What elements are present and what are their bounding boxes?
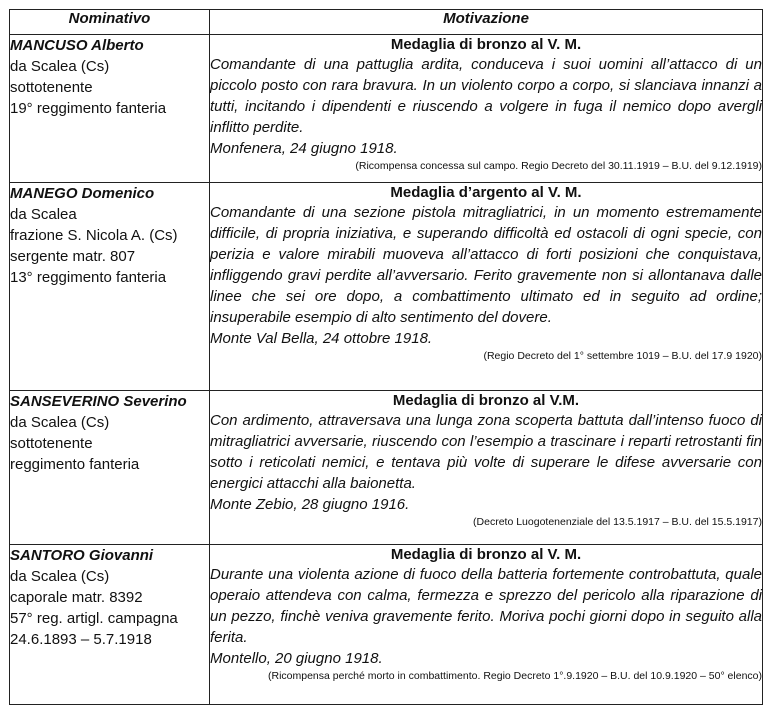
person-detail: caporale matr. 8392 [10, 589, 143, 606]
medal-title: Medaglia di bronzo al V. M. [390, 36, 582, 53]
person-detail: 13° reggimento fanteria [10, 269, 167, 286]
citation-source: (Ricompensa perché morto in combattimento. Regio Decreto 1°.9.1920 – B.U. del 10.9.1920 – 50° elenco) [267, 670, 762, 682]
citation-place-date: Monte Val Bella, 24 ottobre 1918. [210, 330, 433, 347]
person-detail: reggimento fanteria [10, 456, 140, 473]
person-detail: frazione S. Nicola A. (Cs) [10, 227, 178, 244]
person-detail: da Scalea [10, 206, 77, 223]
motivazione-cell [210, 35, 763, 183]
person-detail: sergente matr. 807 [10, 248, 136, 265]
nominativo-cell [10, 35, 210, 183]
motivazione-cell [210, 391, 763, 545]
citation-place-date: Monfenera, 24 giugno 1918. [210, 140, 398, 157]
table-row [10, 545, 763, 705]
awards-table [9, 9, 763, 705]
table-row [10, 183, 763, 391]
person-name: MANEGO Domenico [10, 185, 155, 202]
citation-place-date: Montello, 20 giugno 1918. [210, 650, 383, 667]
person-detail: 24.6.1893 – 5.7.1918 [10, 631, 152, 648]
citation-text: Comandante di una sezione pistola mitragliatrici, in un momento estremamente difficile, di propria iniziativa, e superando difficoltà ed ostacoli di ogni specie, con perizia e valore mirabili muoveva all’attacco di forti posizioni che conquistava, infliggendo gravi perdite all’avversario. Ferito gravemente non si allontanava dalle linee che sei ore dopo, a combattimento ultimato ed in seguito ad ordine; insuperabile esempio di alto sentimento del dovere. [210, 204, 762, 326]
citation-text: Con ardimento, attraversava una lunga zona scoperta battuta dall’intenso fuoco di mitragliatrici avversarie, riuscendo con l’esempio a trascinare i reparti retrostanti fin sotto i reticolati nemici, e tentava più volte di superare le difese avversarie con energici attacchi alla baionetta. [210, 412, 762, 492]
motivazione-cell [210, 545, 763, 705]
citation-text: Durante una violenta azione di fuoco della batteria fortemente controbattuta, quale operaio attendeva con calma, fermezza e sprezzo del pericolo alla riparazione di un pezzo, finchè veniva gravemente ferito. Moriva pochi giorni dopo in seguito alla ferita. [210, 566, 762, 646]
table-row [10, 391, 763, 545]
person-detail: 57° reg. artigl. campagna [10, 610, 178, 627]
nominativo-cell [10, 391, 210, 545]
motivazione-cell [210, 183, 763, 391]
citation-source: (Ricompensa concessa sul campo. Regio Decreto del 30.11.1919 – B.U. del 9.12.1919) [355, 160, 762, 172]
person-detail: 19° reggimento fanteria [10, 100, 167, 117]
medal-title: Medaglia di bronzo al V.M. [392, 392, 580, 409]
person-detail: da Scalea (Cs) [10, 414, 110, 431]
nominativo-cell [10, 183, 210, 391]
table-row [10, 35, 763, 183]
medal-title: Medaglia di bronzo al V. M. [390, 546, 582, 563]
person-name: MANCUSO Alberto [10, 37, 144, 54]
citation-source: (Decreto Luogotenenziale del 13.5.1917 – B.U. del 15.5.1917) [473, 516, 762, 528]
nominativo-cell [10, 545, 210, 705]
person-name: SANTORO Giovanni [10, 547, 154, 564]
header-motivazione: Motivazione [210, 10, 763, 35]
person-name: SANSEVERINO Severino [10, 393, 187, 410]
person-detail: sottotenente [10, 79, 93, 96]
header-row [10, 10, 763, 35]
citation-source: (Regio Decreto del 1° settembre 1019 – B.U. del 17.9 1920) [483, 350, 762, 362]
person-detail: da Scalea (Cs) [10, 568, 110, 585]
person-detail: da Scalea (Cs) [10, 58, 110, 75]
header-nominativo: Nominativo [10, 10, 210, 35]
medal-title: Medaglia d’argento al V. M. [390, 184, 582, 201]
citation-text: Comandante di una pattuglia ardita, conduceva i suoi uomini all’attacco di un piccolo posto con rara bravura. In un violento corpo a corpo, si slanciava innanzi a tutti, incitando i dipendenti e riuscendo a volgere in fuga il nemico dopo avergli inflitto perdite. [210, 56, 762, 136]
citation-place-date: Monte Zebio, 28 giugno 1916. [210, 496, 410, 513]
person-detail: sottotenente [10, 435, 93, 452]
